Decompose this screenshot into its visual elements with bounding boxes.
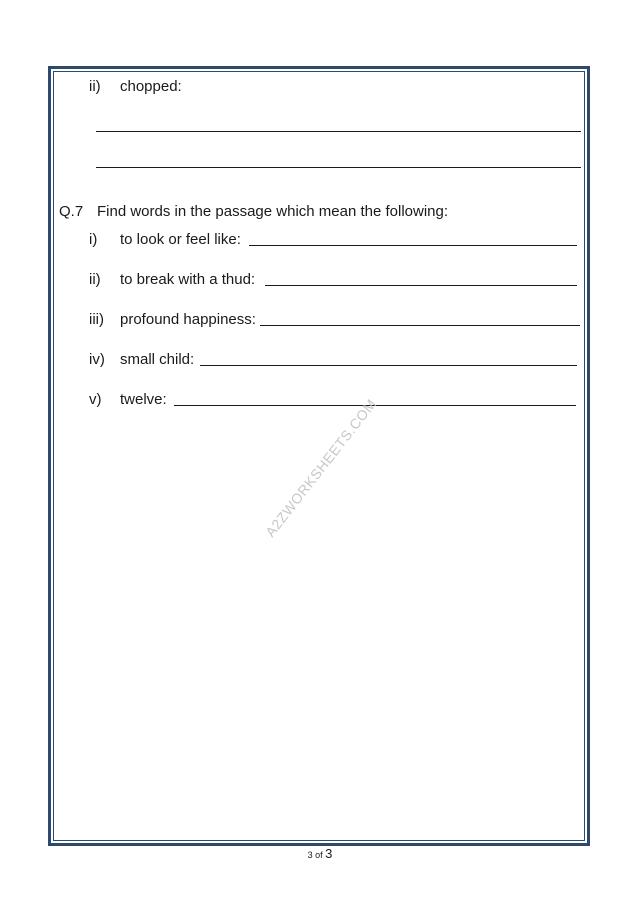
page-of-text: of — [315, 850, 323, 860]
item-number: v) — [89, 391, 102, 408]
item-label: chopped: — [120, 78, 182, 95]
item-label: profound happiness: — [120, 311, 256, 328]
item-number: ii) — [89, 78, 101, 95]
item-label: twelve: — [120, 391, 167, 408]
item-label: to break with a thud: — [120, 271, 256, 288]
item-number: iv) — [89, 351, 105, 368]
answer-line[interactable] — [260, 325, 580, 326]
answer-line[interactable] — [200, 365, 577, 366]
watermark: A2ZWORKSHEETS.COM — [262, 395, 380, 540]
page-footer — [0, 846, 640, 861]
answer-line[interactable] — [249, 245, 577, 246]
item-number: iii) — [89, 311, 104, 328]
answer-line[interactable] — [96, 131, 581, 132]
page-total: 3 — [325, 846, 333, 861]
page-number: 3 — [307, 850, 313, 860]
question-prompt: Find words in the passage which mean the following: — [97, 203, 449, 220]
item-label: small child: — [120, 351, 195, 368]
item-label: to look or feel like: — [120, 231, 241, 248]
answer-line[interactable] — [96, 167, 581, 168]
item-number: i) — [89, 231, 98, 248]
answer-line[interactable] — [265, 285, 577, 286]
item-number: ii) — [89, 271, 101, 288]
question-number: Q.7 — [59, 203, 84, 220]
